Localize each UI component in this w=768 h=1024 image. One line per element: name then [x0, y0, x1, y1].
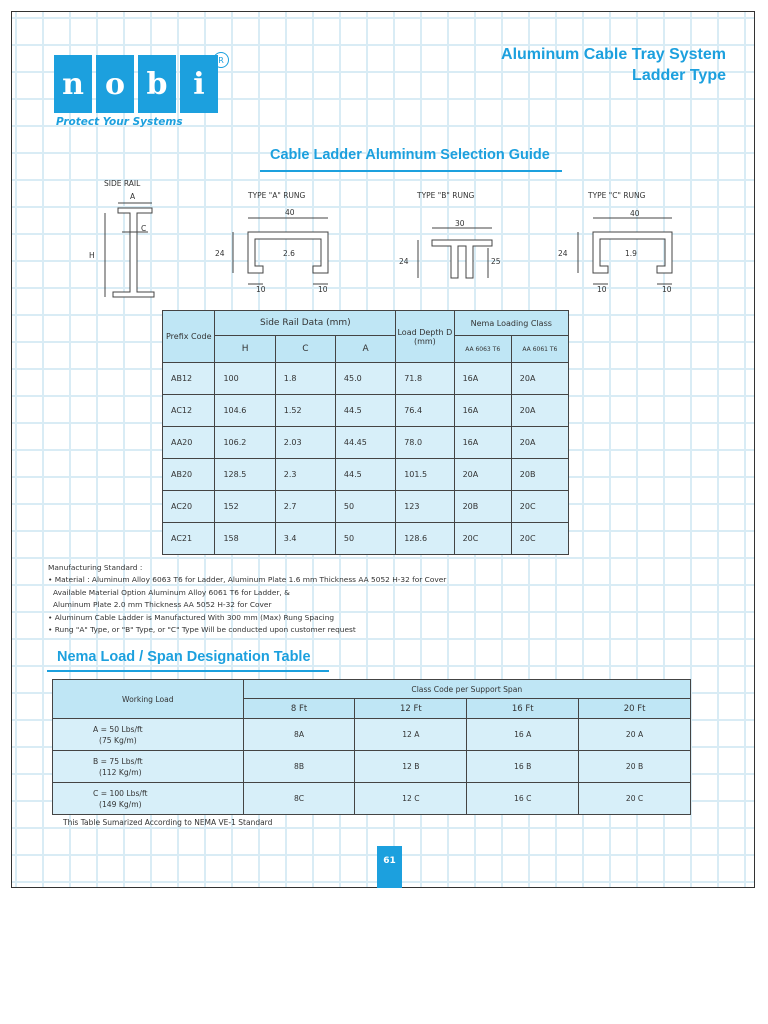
cell-code: AB20	[163, 459, 215, 491]
cell-nema-6061: 20C	[511, 523, 568, 555]
cell-a: 44.5	[335, 395, 395, 427]
side-rail-a-dim: A	[130, 192, 136, 201]
cell-d: 71.8	[396, 363, 454, 395]
rung-c-top-dim: 40	[630, 209, 640, 218]
rung-b-drawing	[418, 228, 492, 278]
class-cell: 8B	[243, 751, 355, 783]
aa6061-header: AA 6061 T6	[511, 336, 568, 363]
logo-letter-i: i	[180, 55, 218, 113]
title-line-2: Ladder Type	[632, 67, 726, 84]
rung-c-inner-dim: 1.9	[625, 249, 637, 258]
span-header: 8 Ft	[243, 699, 355, 719]
class-cell: 12 A	[355, 719, 467, 751]
cell-c: 3.4	[275, 523, 335, 555]
logo-letter-n: n	[54, 55, 92, 113]
class-cell: 8A	[243, 719, 355, 751]
table-row	[53, 719, 691, 751]
table-row	[163, 363, 569, 395]
rung-a-height-dim: 24	[215, 249, 225, 258]
tagline: Protect Your Systems	[56, 116, 183, 128]
class-cell: 12 C	[355, 783, 467, 815]
cell-nema-6063: 16A	[454, 363, 511, 395]
table-footnote: This Table Sumarized According to NEMA VE-1 Standard	[63, 818, 273, 827]
rung-c-label: TYPE "C" RUNG	[588, 191, 646, 200]
table-row	[163, 459, 569, 491]
cell-d: 123	[396, 491, 454, 523]
aa6063-header: AA 6063 T6	[454, 336, 511, 363]
rung-a-left-dim: 10	[256, 285, 266, 294]
class-cell: 20 A	[579, 719, 691, 751]
rung-c-left-dim: 10	[597, 285, 607, 294]
nema-loading-header: Nema Loading Class	[454, 311, 568, 336]
selection-table	[162, 310, 569, 555]
rung-b-inner-dim: 25	[491, 257, 501, 266]
working-load-cell	[53, 783, 244, 815]
rung-a-right-dim: 10	[318, 285, 328, 294]
side-rail-header: Side Rail Data (mm)	[215, 311, 396, 336]
side-rail-h-dim: H	[89, 251, 95, 260]
rung-a-label: TYPE "A" RUNG	[248, 191, 306, 200]
class-cell: 16 A	[467, 719, 579, 751]
cell-nema-6063: 16A	[454, 427, 511, 459]
registered-mark: R	[213, 52, 229, 68]
class-code-header: Class Code per Support Span	[243, 680, 690, 699]
selection-guide-title: Cable Ladder Aluminum Selection Guide	[270, 147, 550, 163]
cell-c: 2.7	[275, 491, 335, 523]
side-rail-label: SIDE RAIL	[104, 179, 141, 188]
cell-nema-6061: 20C	[511, 491, 568, 523]
cell-d: 78.0	[396, 427, 454, 459]
table-row	[163, 523, 569, 555]
load-lbs: C = 100 Lbs/ft	[93, 788, 148, 798]
nema-table-title: Nema Load / Span Designation Table	[57, 649, 311, 665]
cell-a: 45.0	[335, 363, 395, 395]
load-depth-header: Load Depth D (mm)	[396, 311, 454, 363]
side-rail-drawing	[105, 203, 154, 297]
table-row	[53, 751, 691, 783]
load-kg: (75 Kg/m)	[99, 735, 137, 745]
cell-nema-6063: 20C	[454, 523, 511, 555]
cell-nema-6063: 16A	[454, 395, 511, 427]
load-kg: (112 Kg/m)	[99, 767, 142, 777]
logo-letter-o: o	[96, 55, 134, 113]
rung-c-right-dim: 10	[662, 285, 672, 294]
cell-d: 76.4	[396, 395, 454, 427]
logo-letter-b: b	[138, 55, 176, 113]
cell-code: AC21	[163, 523, 215, 555]
rung-b-label: TYPE "B" RUNG	[417, 191, 475, 200]
cell-d: 128.6	[396, 523, 454, 555]
cell-h: 106.2	[215, 427, 275, 459]
cell-nema-6061: 20A	[511, 427, 568, 459]
class-cell: 16 B	[467, 751, 579, 783]
cell-a: 44.45	[335, 427, 395, 459]
cell-nema-6061: 20A	[511, 395, 568, 427]
cell-h: 100	[215, 363, 275, 395]
rung-b-top-dim: 30	[455, 219, 465, 228]
cell-h: 152	[215, 491, 275, 523]
cell-nema-6063: 20A	[454, 459, 511, 491]
cell-c: 1.52	[275, 395, 335, 427]
title-line-1: Aluminum Cable Tray System	[501, 46, 726, 63]
cell-c: 1.8	[275, 363, 335, 395]
span-header: 12 Ft	[355, 699, 467, 719]
table-row	[163, 427, 569, 459]
class-cell: 12 B	[355, 751, 467, 783]
manufacturing-line: Material : Aluminum Alloy 6063 T6 for Ladder, Aluminum Plate 1.6 mm Thickness AA 5052 H-32 for Cover	[54, 575, 447, 585]
manufacturing-standard: Manufacturing Standard : • Material : Aluminum Alloy 6063 T6 for Ladder, Aluminum Plate 1.6 mm Thickness AA 5052 H-32 for Cover Available Material Option Aluminum Alloy 6061 T6 for Ladder, & Aluminum Plate 2.0 mm Thickness AA 5052 H-32 for Cover • Aluminum Cable Ladder is Manufactured With 300 mm (Max) Rung Spacing • Rung "A" Type, or "B" Type, or "C" Type Will be conducted upon customer request	[48, 563, 447, 635]
col-h-header: H	[215, 336, 275, 363]
table-row	[53, 783, 691, 815]
cell-a: 44.5	[335, 459, 395, 491]
table-row	[163, 395, 569, 427]
col-c-header: C	[275, 336, 335, 363]
class-cell: 20 B	[579, 751, 691, 783]
cell-c: 2.03	[275, 427, 335, 459]
working-load-header: Working Load	[53, 680, 244, 719]
manufacturing-line: Rung "A" Type, or "B" Type, or "C" Type Will be conducted upon customer request	[54, 625, 356, 635]
prefix-code-header: Prefix Code	[163, 311, 215, 363]
cell-h: 104.6	[215, 395, 275, 427]
class-cell: 8C	[243, 783, 355, 815]
working-load-cell	[53, 719, 244, 751]
working-load-cell	[53, 751, 244, 783]
page-number: 61	[377, 846, 402, 888]
rung-a-inner-dim: 2.6	[283, 249, 295, 258]
manufacturing-heading: Manufacturing Standard :	[48, 563, 143, 572]
manufacturing-line: Aluminum Cable Ladder is Manufactured With 300 mm (Max) Rung Spacing	[54, 612, 335, 622]
rung-a-drawing	[233, 218, 328, 284]
cell-code: AC20	[163, 491, 215, 523]
load-lbs: A = 50 Lbs/ft	[93, 724, 143, 734]
load-lbs: B = 75 Lbs/ft	[93, 756, 143, 766]
nema-span-table	[52, 679, 691, 815]
side-rail-c-dim: C	[141, 224, 147, 233]
class-cell: 16 C	[467, 783, 579, 815]
rung-b-height-dim: 24	[399, 257, 409, 266]
profile-diagrams	[0, 0, 768, 310]
cell-h: 128.5	[215, 459, 275, 491]
span-header: 20 Ft	[579, 699, 691, 719]
rung-a-top-dim: 40	[285, 208, 295, 217]
cell-a: 50	[335, 491, 395, 523]
table-row	[163, 491, 569, 523]
manufacturing-line: Available Material Option Aluminum Alloy 6061 T6 for Ladder, &	[53, 587, 290, 597]
cell-nema-6063: 20B	[454, 491, 511, 523]
cell-code: AC12	[163, 395, 215, 427]
cell-nema-6061: 20A	[511, 363, 568, 395]
span-header: 16 Ft	[467, 699, 579, 719]
rung-c-height-dim: 24	[558, 249, 568, 258]
cell-a: 50	[335, 523, 395, 555]
col-a-header: A	[335, 336, 395, 363]
cell-c: 2.3	[275, 459, 335, 491]
cell-d: 101.5	[396, 459, 454, 491]
load-kg: (149 Kg/m)	[99, 799, 142, 809]
cell-nema-6061: 20B	[511, 459, 568, 491]
cell-h: 158	[215, 523, 275, 555]
manufacturing-line: Aluminum Plate 2.0 mm Thickness AA 5052 H-32 for Cover	[53, 600, 272, 610]
cell-code: AA20	[163, 427, 215, 459]
cell-code: AB12	[163, 363, 215, 395]
nema-title-underline	[47, 670, 329, 672]
class-cell: 20 C	[579, 783, 691, 815]
